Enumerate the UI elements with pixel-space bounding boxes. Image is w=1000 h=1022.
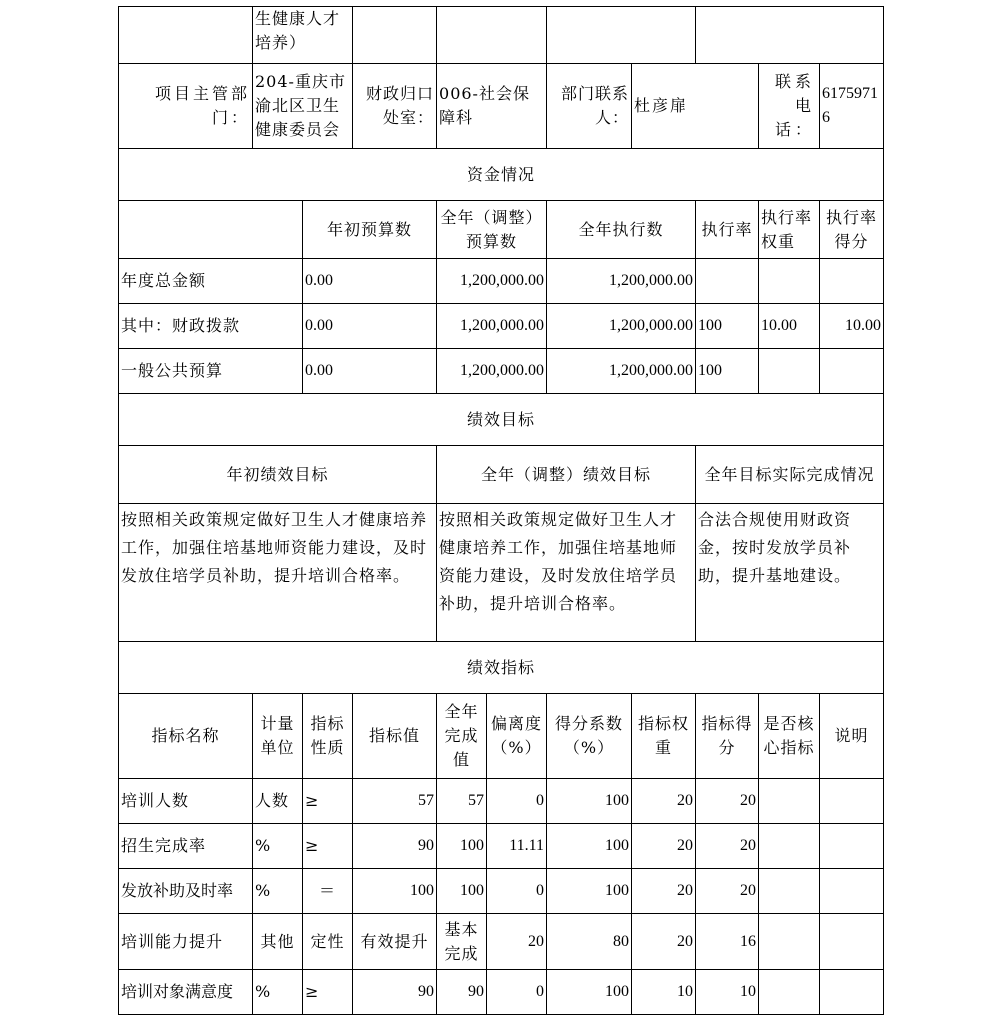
funding-row-label: 年度总金额 xyxy=(119,259,303,304)
indicator-name: 培训人数 xyxy=(119,779,253,824)
indicator-actual: 100 xyxy=(437,824,487,869)
indicator-name: 培训对象满意度 xyxy=(119,970,253,1015)
col-deviation: 偏离度（%） xyxy=(487,694,547,779)
indicator-nature: ＝ xyxy=(303,869,353,914)
indicator-name: 发放补助及时率 xyxy=(119,869,253,914)
col-exec-rate: 执行率 xyxy=(696,201,759,259)
actual-goal-text: 合法合规使用财政资金，按时发放学员补助，提升基地建设。 xyxy=(696,504,884,642)
goals-header-row xyxy=(119,446,884,504)
indicator-core xyxy=(759,914,820,970)
indicator-actual: 57 xyxy=(437,779,487,824)
indicator-nature: ≥ xyxy=(303,824,353,869)
funding-score xyxy=(820,349,884,394)
col-note: 说明 xyxy=(820,694,884,779)
indicator-coef: 100 xyxy=(547,779,632,824)
indicator-target: 57 xyxy=(353,779,437,824)
funding-rate: 100 xyxy=(696,349,759,394)
indicator-row xyxy=(119,914,884,970)
col-adjusted-goal: 全年（调整）绩效目标 xyxy=(437,446,696,504)
col-adjusted-budget: 全年（调整）预算数 xyxy=(437,201,547,259)
funding-executed: 1,200,000.00 xyxy=(547,304,696,349)
funding-score xyxy=(820,259,884,304)
goals-title: 绩效目标 xyxy=(119,394,884,446)
contact-value: 杜彦扉 xyxy=(632,64,759,149)
col-core: 是否核心指标 xyxy=(759,694,820,779)
col-rate-score: 执行率得分 xyxy=(820,201,884,259)
dept-value: 204-重庆市渝北区卫生健康委员会 xyxy=(253,64,353,149)
goals-title-row xyxy=(119,394,884,446)
initial-goal-text: 按照相关政策规定做好卫生人才健康培养工作，加强住培基地师资能力建设，及时发放住培学员补助，提升培训合格率。 xyxy=(119,504,437,642)
funding-executed: 1,200,000.00 xyxy=(547,259,696,304)
funding-weight: 10.00 xyxy=(759,304,820,349)
adjusted-goal-text: 按照相关政策规定做好卫生人才健康培养工作，加强住培基地师资能力建设，及时发放住培学员补助，提升培训合格率。 xyxy=(437,504,696,642)
indicator-coef: 100 xyxy=(547,869,632,914)
indicator-deviation: 0 xyxy=(487,970,547,1015)
col-executed: 全年执行数 xyxy=(547,201,696,259)
col-weight: 指标权重 xyxy=(632,694,696,779)
funding-executed: 1,200,000.00 xyxy=(547,349,696,394)
indicator-unit: % xyxy=(253,869,303,914)
indicator-name: 招生完成率 xyxy=(119,824,253,869)
funding-rate xyxy=(696,259,759,304)
indicator-score: 20 xyxy=(696,779,759,824)
indicator-coef: 80 xyxy=(547,914,632,970)
col-indicator-name: 指标名称 xyxy=(119,694,253,779)
performance-report xyxy=(118,6,883,1020)
indicator-note xyxy=(820,779,884,824)
goals-content-row xyxy=(119,504,884,642)
funding-row-label: 一般公共预算 xyxy=(119,349,303,394)
indicator-unit: % xyxy=(253,970,303,1015)
indicator-unit: 其他 xyxy=(253,914,303,970)
funding-adjusted: 1,200,000.00 xyxy=(437,259,547,304)
indicator-nature: ≥ xyxy=(303,779,353,824)
indicator-score: 16 xyxy=(696,914,759,970)
indicator-note xyxy=(820,824,884,869)
indicator-note xyxy=(820,970,884,1015)
funding-row xyxy=(119,304,884,349)
indicator-weight: 20 xyxy=(632,869,696,914)
indicator-row xyxy=(119,824,884,869)
indicator-coef: 100 xyxy=(547,970,632,1015)
indicator-core xyxy=(759,824,820,869)
funding-row xyxy=(119,349,884,394)
col-rate-weight: 执行率权重 xyxy=(759,201,820,259)
col-target: 指标值 xyxy=(353,694,437,779)
indicator-target: 有效提升 xyxy=(353,914,437,970)
indicator-score: 10 xyxy=(696,970,759,1015)
indicator-note xyxy=(820,869,884,914)
report-table xyxy=(118,6,884,1015)
phone-label: 联系电话： xyxy=(759,64,820,149)
col-nature: 指标性质 xyxy=(303,694,353,779)
finance-value: 006-社会保障科 xyxy=(437,64,547,149)
indicator-nature: 定性 xyxy=(303,914,353,970)
indicator-target: 90 xyxy=(353,824,437,869)
indicators-header-row xyxy=(119,694,884,779)
indicator-note xyxy=(820,914,884,970)
funding-adjusted: 1,200,000.00 xyxy=(437,349,547,394)
indicator-core xyxy=(759,970,820,1015)
col-actual: 全年完成值 xyxy=(437,694,487,779)
indicator-actual: 100 xyxy=(437,869,487,914)
indicator-nature: ≥ xyxy=(303,970,353,1015)
dept-label: 项目主管部门： xyxy=(119,64,253,149)
indicators-title-row xyxy=(119,642,884,694)
funding-initial: 0.00 xyxy=(303,304,437,349)
indicator-coef: 100 xyxy=(547,824,632,869)
funding-weight xyxy=(759,349,820,394)
contact-label: 部门联系人： xyxy=(547,64,632,149)
phone-value: 61759716 xyxy=(820,64,884,149)
funding-initial: 0.00 xyxy=(303,349,437,394)
indicator-target: 100 xyxy=(353,869,437,914)
funding-row xyxy=(119,259,884,304)
indicator-score: 20 xyxy=(696,824,759,869)
indicator-deviation: 0 xyxy=(487,779,547,824)
funding-initial: 0.00 xyxy=(303,259,437,304)
indicator-name: 培训能力提升 xyxy=(119,914,253,970)
indicator-row xyxy=(119,869,884,914)
funding-header-row xyxy=(119,201,884,259)
indicator-actual: 90 xyxy=(437,970,487,1015)
indicator-weight: 20 xyxy=(632,824,696,869)
department-row xyxy=(119,64,884,149)
indicators-title: 绩效指标 xyxy=(119,642,884,694)
indicator-row xyxy=(119,779,884,824)
indicator-weight: 10 xyxy=(632,970,696,1015)
indicator-core xyxy=(759,869,820,914)
col-coef: 得分系数（%） xyxy=(547,694,632,779)
funding-weight xyxy=(759,259,820,304)
indicator-weight: 20 xyxy=(632,914,696,970)
funding-rate: 100 xyxy=(696,304,759,349)
indicator-score: 20 xyxy=(696,869,759,914)
funding-title: 资金情况 xyxy=(119,149,884,201)
finance-label: 财政归口处室： xyxy=(353,64,437,149)
header-continuation-row xyxy=(119,7,884,64)
col-actual-goal: 全年目标实际完成情况 xyxy=(696,446,884,504)
indicator-target: 90 xyxy=(353,970,437,1015)
indicator-unit: 人数 xyxy=(253,779,303,824)
indicator-core xyxy=(759,779,820,824)
col-score: 指标得分 xyxy=(696,694,759,779)
indicator-unit: % xyxy=(253,824,303,869)
indicator-weight: 20 xyxy=(632,779,696,824)
indicator-deviation: 11.11 xyxy=(487,824,547,869)
funding-title-row xyxy=(119,149,884,201)
funding-adjusted: 1,200,000.00 xyxy=(437,304,547,349)
indicator-row xyxy=(119,970,884,1015)
funding-row-label: 其中：财政拨款 xyxy=(119,304,303,349)
col-unit: 计量单位 xyxy=(253,694,303,779)
funding-score: 10.00 xyxy=(820,304,884,349)
col-initial-goal: 年初绩效目标 xyxy=(119,446,437,504)
indicator-deviation: 0 xyxy=(487,869,547,914)
indicator-deviation: 20 xyxy=(487,914,547,970)
project-name-tail: 生健康人才培养） xyxy=(253,7,353,64)
col-initial-budget: 年初预算数 xyxy=(303,201,437,259)
indicator-actual: 基本完成 xyxy=(437,914,487,970)
